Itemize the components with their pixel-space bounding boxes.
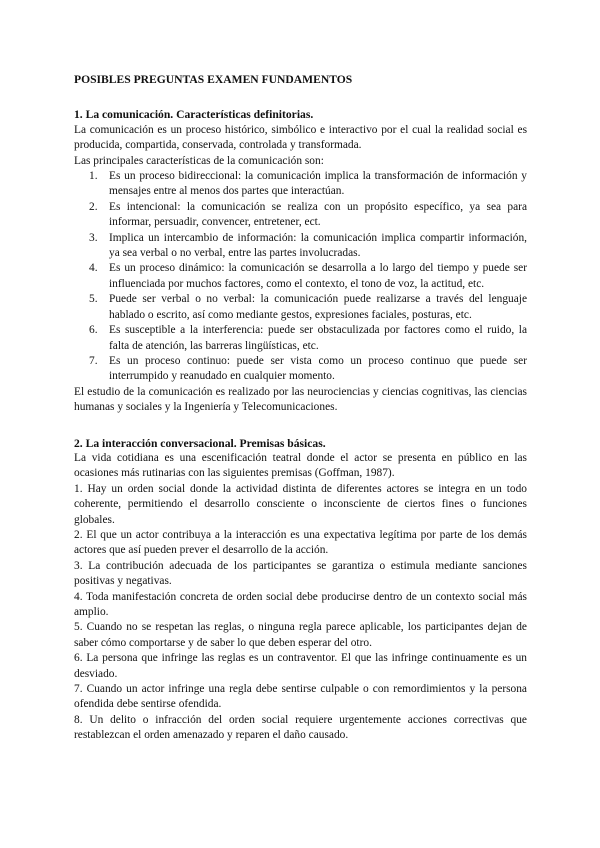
premise-paragraph: 5. Cuando no se respetan las reglas, o ninguna regla parece aplicable, los participantes dejan de saber cómo comportarse y de saber lo que deben esperar del otro. bbox=[74, 621, 527, 649]
list-item-number: 1. bbox=[89, 170, 98, 183]
premise-paragraph: 6. La persona que infringe las reglas es un contraventor. El que las infringe continuamente es un desviado. bbox=[74, 652, 527, 680]
list-item-text: Puede ser verbal o no verbal: la comunicación puede realizarse a través del lenguaje hablado o escrito, así como mediante gestos, expresiones faciales, posturas, etc. bbox=[109, 293, 527, 321]
list-item-number: 4. bbox=[89, 262, 98, 275]
list-item-number: 2. bbox=[89, 200, 98, 213]
list-item-text: Es intencional: la comunicación se realiza con un propósito específico, ya sea para informar, persuadir, convencer, entretener, ect. bbox=[109, 200, 527, 229]
document-title: POSIBLES PREGUNTAS EXAMEN FUNDAMENTOS bbox=[74, 73, 353, 86]
premise-paragraph: 7. Cuando un actor infringe una regla debe sentirse culpable o con remordimientos y la persona ofendida debe sentirse ofendida. bbox=[74, 683, 527, 711]
section-communication bbox=[74, 107, 527, 415]
list-item bbox=[74, 169, 527, 200]
list-item bbox=[74, 200, 527, 231]
document-page bbox=[74, 72, 527, 744]
characteristics-list bbox=[74, 169, 527, 385]
premise-paragraph: 8. Un delito o infracción del orden social requiere urgentemente acciones correctivas que restablezcan el orden amenazado y reparen el daño causado. bbox=[74, 713, 527, 742]
section-interaction bbox=[74, 436, 527, 744]
list-item bbox=[74, 231, 527, 262]
premise-paragraph: 3. La contribución adecuada de los participantes se garantiza o estimula mediante sanciones positivas y negativas. bbox=[74, 559, 527, 588]
section-1-heading: 1. La comunicación. Características definitorias. bbox=[74, 108, 314, 122]
section-2-intro: La vida cotidiana es una escenificación teatral donde el actor se presenta en público en las ocasiones más rutinarias con las siguientes premisas (Goffman, 1987). bbox=[74, 451, 527, 480]
list-item-number: 3. bbox=[89, 231, 98, 244]
section-2-heading: 2. La interacción conversacional. Premisas básicas. bbox=[74, 436, 326, 450]
list-item-text: Es susceptible a la interferencia: puede ser obstaculizada por factores como el ruido, la falta de atención, las barreras lingüísticas, etc. bbox=[109, 324, 527, 352]
list-item-text: Es un proceso bidireccional: la comunicación implica la transformación de información y mensajes entre al menos dos partes que interactúan. bbox=[109, 170, 527, 198]
premise-paragraph: 2. El que un actor contribuya a la interacción es una expectativa legítima por parte de los demás actores que así pueden prever el desarrollo de la acción. bbox=[74, 528, 527, 557]
list-item-text: Es un proceso continuo: puede ser vista como un proceso continuo que puede ser interrumpido y reanudado en cualquier momento. bbox=[109, 354, 527, 383]
section-1-outro: El estudio de la comunicación es realizado por las neurociencias y ciencias cognitivas, las ciencias humanas y sociales y la Ingeniería y Telecomunicaciones. bbox=[74, 385, 527, 414]
list-item bbox=[74, 292, 527, 323]
list-item-number: 6. bbox=[89, 324, 98, 337]
list-item bbox=[74, 354, 527, 385]
list-item bbox=[74, 261, 527, 292]
section-1-lead: Las principales características de la comunicación son: bbox=[74, 154, 324, 167]
list-item-text: Es un proceso dinámico: la comunicación se desarrolla a lo largo del tiempo y puede ser influenciada por muchos factores, como el contexto, el tono de voz, la actitud, etc. bbox=[109, 262, 527, 290]
premise-paragraph: 1. Hay un orden social donde la actividad distinta de diferentes actores se integra en un todo coherente, permitiendo el desarrollo consciente o inconsciente de ciertos fines o funciones globales. bbox=[74, 482, 527, 526]
section-1-intro: La comunicación es un proceso histórico, simbólico e interactivo por el cual la realidad social es producida, compartida, conservada, controlada y transformada. bbox=[74, 123, 527, 152]
list-item-number: 7. bbox=[89, 354, 98, 367]
list-item-text: Implica un intercambio de información: la comunicación implica compartir información, ya sea verbal o no verbal, entre las partes involucradas. bbox=[109, 231, 527, 260]
premise-paragraph: 4. Toda manifestación concreta de orden social debe producirse dentro de un contexto social más amplio. bbox=[74, 590, 527, 618]
list-item-number: 5. bbox=[89, 293, 98, 306]
list-item bbox=[74, 323, 527, 354]
